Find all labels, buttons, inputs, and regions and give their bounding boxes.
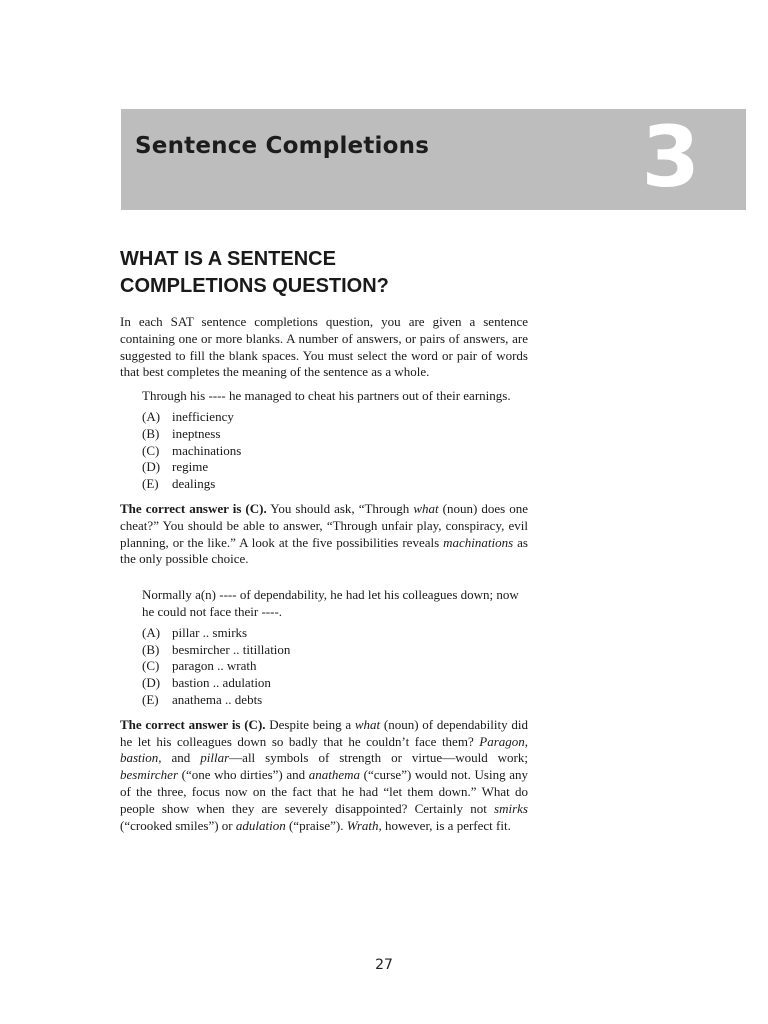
choice-item (142, 658, 528, 675)
chapter-banner (121, 109, 746, 210)
choice-text: inefficiency (172, 408, 234, 424)
italic-term: adulation (235, 817, 286, 833)
answer-lead: The correct answer is (C). (120, 500, 267, 516)
italic-term: smirks (494, 800, 528, 816)
answer-explanation-text (120, 717, 528, 833)
page-number: 27 (375, 957, 393, 973)
text-run: —all symbols of strength or virtue—would work; (229, 750, 528, 766)
answer-lead: The correct answer is (C). (120, 716, 266, 732)
choice-text: bastion .. adulation (172, 675, 271, 691)
choice-letter: (E) (142, 691, 159, 707)
choice-letter: (B) (142, 425, 160, 441)
answer-explanation-2 (120, 717, 528, 835)
choice-letter: (B) (142, 641, 160, 657)
chapter-title: Sentence Completions (135, 133, 430, 159)
question-1 (142, 388, 528, 493)
choice-item (142, 409, 528, 426)
choice-letter: (A) (142, 624, 161, 640)
answer-explanation-1 (120, 501, 528, 568)
text-run: as the only possible choice. (120, 534, 528, 567)
italic-term: besmircher (120, 767, 179, 783)
choice-text: ineptness (172, 425, 221, 441)
italic-term: what (354, 716, 381, 732)
chapter-number: 3 (641, 108, 700, 206)
text-run: (“one who dirties”) and (178, 767, 309, 783)
italic-term: what (413, 500, 439, 516)
italic-term: machinations (443, 534, 514, 550)
italic-term: Wrath, (346, 817, 382, 833)
question-1-choices (142, 409, 528, 493)
choice-letter: (A) (142, 408, 161, 424)
text-run: and (161, 750, 201, 766)
choice-letter: (D) (142, 675, 161, 691)
choice-item (142, 426, 528, 443)
section-heading-line1: WHAT IS A SENTENCE (120, 248, 336, 270)
choice-item (142, 443, 528, 460)
text-run: You should ask, “Through (266, 500, 414, 516)
question-2-choices (142, 625, 528, 709)
section-heading (120, 246, 528, 300)
choice-letter: (C) (142, 442, 160, 458)
choice-text: dealings (172, 476, 216, 492)
choice-letter: (C) (142, 658, 160, 674)
intro-paragraph: In each SAT sentence completions question, you are given a sentence containing one or more blanks. A number of answers, or pairs of answers, are suggested to fill the blank spaces. You must select the word or pair of words that best completes the meaning of the sentence as a whole. (120, 314, 528, 380)
choice-item (142, 642, 528, 659)
question-2-stem: Normally a(n) ---- of dependability, he had let his colleagues down; now he could not face their ----. (142, 587, 519, 619)
text-run: (“crooked smiles”) or (120, 817, 236, 833)
text-run: (noun) does one cheat?” You should be able to answer, “Through unfair play, conspiracy, evil planning, or the like.” A look at the five possibilities reveals (120, 500, 528, 550)
question-1-stem: Through his ---- he managed to cheat his partners out of their earnings. (142, 388, 511, 404)
choice-letter: (E) (142, 476, 159, 492)
choice-text: anathema .. debts (172, 691, 263, 707)
choice-text: paragon .. wrath (172, 658, 257, 674)
page-content (120, 246, 528, 834)
choice-text: pillar .. smirks (172, 624, 248, 640)
question-2 (142, 587, 528, 709)
choice-item (142, 625, 528, 642)
italic-term: Paragon, bastion, (120, 733, 528, 766)
choice-text: besmircher .. titillation (172, 641, 291, 657)
choice-letter: (D) (142, 459, 161, 475)
choice-item (142, 476, 528, 493)
text-run: (noun) of dependability did he let his colleagues down so badly that he couldn’t face them? (120, 716, 528, 749)
choice-text: regime (172, 459, 209, 475)
italic-term: anathema (308, 767, 361, 783)
text-run: (“praise”). (285, 817, 347, 833)
choice-item (142, 692, 528, 709)
section-heading-line2: COMPLETIONS QUESTION? (120, 275, 389, 297)
choice-item (142, 675, 528, 692)
text-run: (“curse”) would not. Using any of the three, focus now on the fact that he had “let them down.” What do people show when they are severely disappointed? Certainly not (120, 767, 528, 816)
italic-term: pillar (200, 750, 230, 766)
text-run: Despite being a (265, 716, 355, 732)
choice-text: machinations (172, 442, 242, 458)
text-run: however, is a perfect fit. (381, 817, 511, 833)
choice-item (142, 459, 528, 476)
